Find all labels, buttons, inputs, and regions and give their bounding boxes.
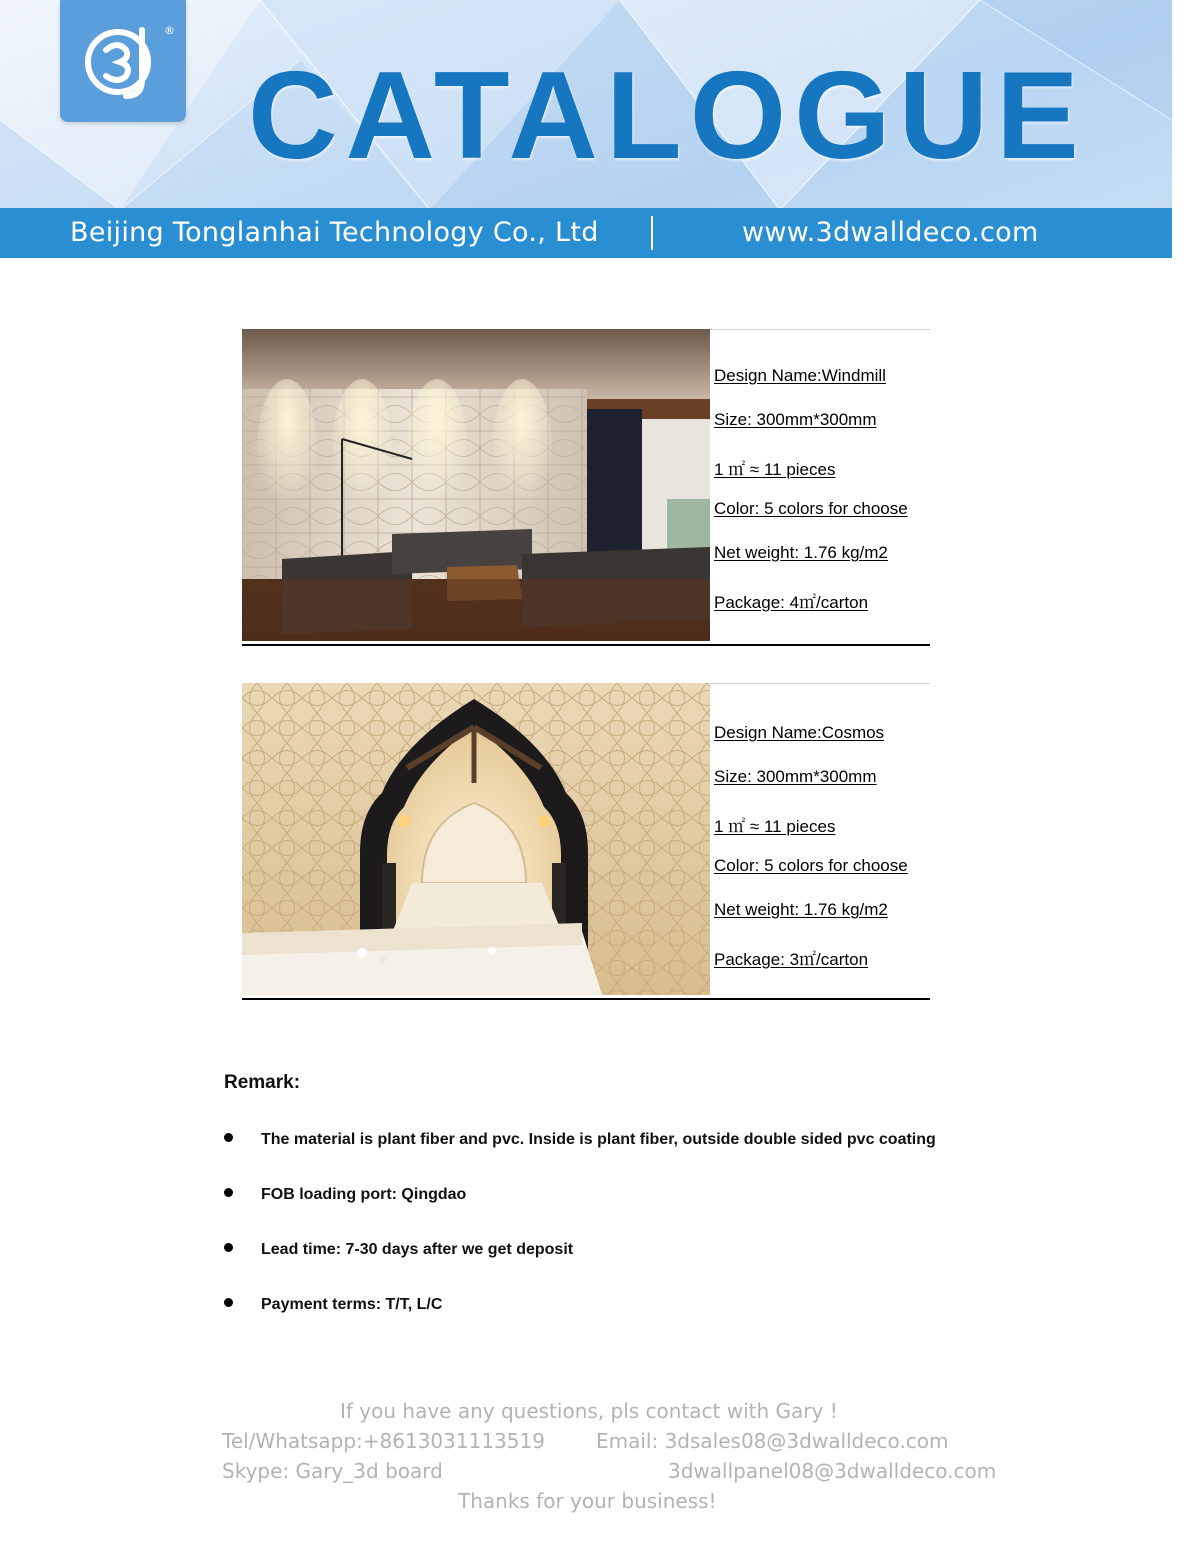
cosmos-room-photo: [242, 683, 710, 995]
remark-item-payment: [224, 1296, 442, 1314]
color-spec: Color: 5 colors for choose: [714, 499, 908, 518]
size-spec: Size: 300mm*300mm: [714, 410, 877, 429]
contact-skype: Skype: Gary_3d board: [222, 1459, 443, 1483]
remark-text: Lead time: 7-30 days after we get deposit: [261, 1241, 574, 1258]
bullet-icon: [224, 1188, 233, 1197]
product-cosmos: [242, 683, 930, 1001]
company-bar: [0, 208, 1172, 258]
contact-intro: If you have any questions, pls contact with Gary !: [340, 1399, 838, 1423]
company-name: Beijing Tonglanhai Technology Co., Ltd: [70, 217, 599, 248]
remark-item-port: [224, 1186, 466, 1204]
registered-mark: ®: [164, 24, 175, 37]
pieces-spec: 1 ㎡ ≈ 11 pieces: [714, 817, 836, 836]
remark-text: The material is plant fiber and pvc. Inside is plant fiber, outside double sided pvc coating: [261, 1131, 936, 1148]
size-spec: Size: 300mm*300mm: [714, 767, 877, 786]
product-bottom-rule: [242, 644, 930, 646]
brand-logo: [60, 0, 186, 122]
contact-email[interactable]: Email: 3dsales08@3dwalldeco.com: [596, 1429, 949, 1453]
thanks-note: Thanks for your business!: [458, 1489, 717, 1513]
catalogue-title: CATALOGUE: [248, 47, 1087, 185]
bar-divider: [651, 216, 653, 250]
bullet-icon: [224, 1133, 233, 1142]
package-spec: Package: 3㎡/carton: [714, 950, 869, 969]
package-spec: Package: 4㎡/carton: [714, 593, 869, 612]
net-weight-spec: Net weight: 1.76 kg/m2: [714, 543, 888, 562]
remark-item-material: [224, 1131, 936, 1149]
logo-3d-icon: [78, 20, 168, 102]
design-name: Design Name:Cosmos: [714, 723, 885, 742]
windmill-photo-illustration: [242, 329, 710, 641]
bullet-icon: [224, 1243, 233, 1252]
remark-title: Remark:: [224, 1072, 301, 1093]
product-windmill: [242, 329, 930, 647]
color-spec: Color: 5 colors for choose: [714, 856, 908, 875]
website-link[interactable]: www.3dwalldeco.com: [742, 217, 1039, 248]
net-weight-spec: Net weight: 1.76 kg/m2: [714, 900, 888, 919]
product-bottom-rule: [242, 998, 930, 1000]
product-top-rule: [710, 683, 930, 684]
product-top-rule: [710, 329, 930, 330]
contact-phone: Tel/Whatsapp:+8613031113519: [222, 1429, 545, 1453]
catalogue-banner: [0, 0, 1172, 258]
windmill-room-photo: [242, 329, 710, 641]
pieces-spec: 1 ㎡ ≈ 11 pieces: [714, 460, 836, 479]
contact-email-secondary[interactable]: 3dwallpanel08@3dwalldeco.com: [668, 1459, 997, 1483]
bullet-icon: [224, 1298, 233, 1307]
remark-item-lead-time: [224, 1241, 573, 1259]
remark-text: Payment terms: T/T, L/C: [261, 1296, 443, 1313]
design-name: Design Name:Windmill: [714, 366, 886, 385]
cosmos-photo-illustration: [242, 683, 710, 995]
remark-text: FOB loading port: Qingdao: [261, 1186, 467, 1203]
